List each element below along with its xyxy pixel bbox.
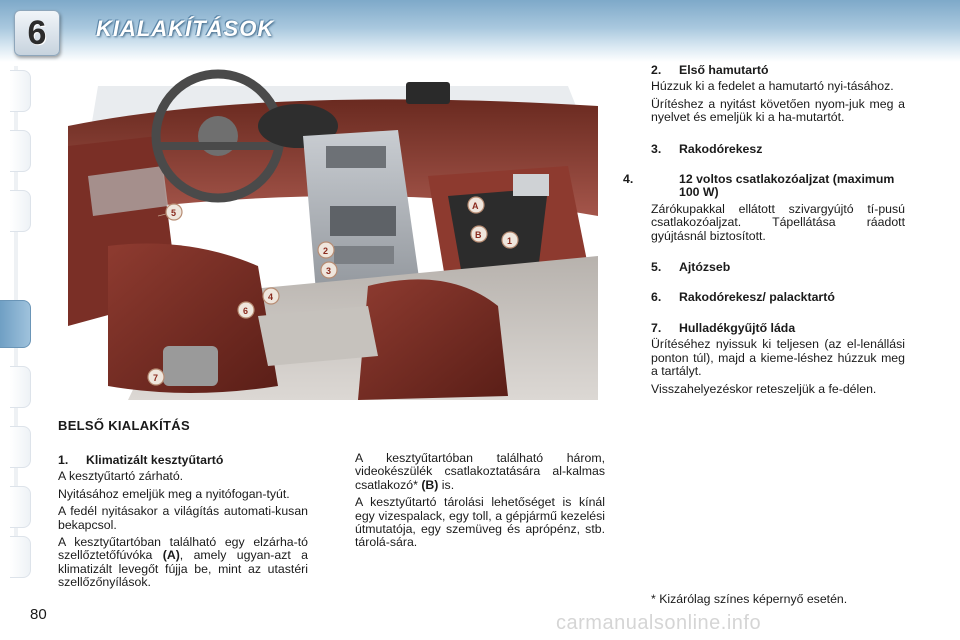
svg-text:4: 4 <box>268 292 274 302</box>
paragraph: Zárókupakkal ellátott szivargyújtó tí-pusú csatlakozóaljzat. Tápellátása ráadott gyújtásnál biztosított. <box>651 201 905 243</box>
svg-text:B: B <box>475 230 482 240</box>
side-tab-3[interactable] <box>10 190 31 232</box>
paragraph: A kesztyűtartó tárolási lehetőséget is kínál egy vizespalack, egy toll, a gépjármű kezelési útmutatója, egy szemüveg és aprópénz, stb. tárolá-sára. <box>355 495 605 550</box>
svg-text:5: 5 <box>171 208 177 218</box>
svg-text:7: 7 <box>153 373 159 383</box>
item-3-heading: 3. Rakodórekesz <box>651 141 763 156</box>
paragraph: Nyitásához emeljük meg a nyitófogan-tyút. <box>58 486 290 501</box>
section-title: BELSŐ KIALAKÍTÁS <box>58 418 190 433</box>
callout-1 <box>502 232 518 248</box>
car-interior-drawing <box>68 66 598 400</box>
side-tab-current[interactable] <box>0 300 31 348</box>
chapter-title: KIALAKÍTÁSOK <box>96 16 275 41</box>
svg-text:A: A <box>472 201 479 211</box>
side-tab-1[interactable] <box>10 70 31 112</box>
left-column <box>58 454 308 594</box>
paragraph: Ürítéséhez nyissuk ki teljesen (az el-lenállási ponton túl), majd a kieme-léshez húzzuk meg a tartályt. <box>651 337 905 379</box>
paragraph: Ürítéshez a nyitást követően nyom-juk meg a nyelvet és emeljük ki a ha-mutartót. <box>651 96 905 125</box>
callout-6 <box>238 302 254 318</box>
callout-a <box>468 197 484 213</box>
svg-text:2: 2 <box>323 246 329 256</box>
item-1-heading: 1. Klimatizált kesztyűtartó <box>58 453 224 467</box>
middle-column <box>355 452 605 554</box>
paragraph: A fedél nyitásakor a világítás automati-kusan bekapcsol. <box>58 504 308 532</box>
svg-text:6: 6 <box>243 306 249 316</box>
callout-b <box>471 226 487 242</box>
chapter-number: 6 <box>27 13 47 52</box>
item-6-heading: 6. Rakodórekesz/ palacktartó <box>651 290 835 305</box>
paragraph: A kesztyűtartó zárható. <box>58 469 184 484</box>
chapter-badge <box>14 10 60 56</box>
side-tab-2[interactable] <box>10 130 31 172</box>
callout-7 <box>148 369 164 385</box>
item-4-heading: 4. 12 voltos csatlakozóaljzat (maximum 100 W) <box>623 172 895 200</box>
svg-text:1: 1 <box>507 236 513 246</box>
footnote: * Kizárólag színes képernyő esetén. <box>651 592 848 606</box>
paragraph: Húzzuk ki a fedelet a hamutartó nyi-tásához. <box>651 79 894 94</box>
svg-text:3: 3 <box>326 266 332 276</box>
item-5-heading: 5. Ajtózseb <box>651 260 731 275</box>
callout-4 <box>263 288 279 304</box>
item-2-heading: 2. Első hamutartó <box>651 63 769 77</box>
paragraph: A kesztyűtartóban található egy elzárha-tó szellőztetőfúvóka (A), amely ugyan-azt a klimatizált levegőt fújja be, mint az utastéri szellőzőnyílások. <box>58 535 309 590</box>
chapter-side-tabs <box>0 66 36 578</box>
item-7-heading: 7. Hulladékgyűjtő láda <box>651 320 796 335</box>
page-number: 80 <box>30 606 47 623</box>
right-column <box>623 63 905 400</box>
paragraph: A kesztyűtartóban található három, videokészülék csatlakoztatására al-kalmas csatlakozó* (B) is. <box>355 451 605 492</box>
side-tab-6[interactable] <box>10 426 31 468</box>
callout-2 <box>318 242 334 258</box>
side-tab-5[interactable] <box>10 366 31 408</box>
watermark: carmanualsonline.info <box>556 612 762 634</box>
callout-3 <box>321 262 337 278</box>
interior-illustration <box>68 66 598 400</box>
side-tab-7[interactable] <box>10 486 31 528</box>
side-tab-8[interactable] <box>10 536 31 578</box>
paragraph: Visszahelyezéskor reteszeljük a fe-délen. <box>651 381 877 396</box>
